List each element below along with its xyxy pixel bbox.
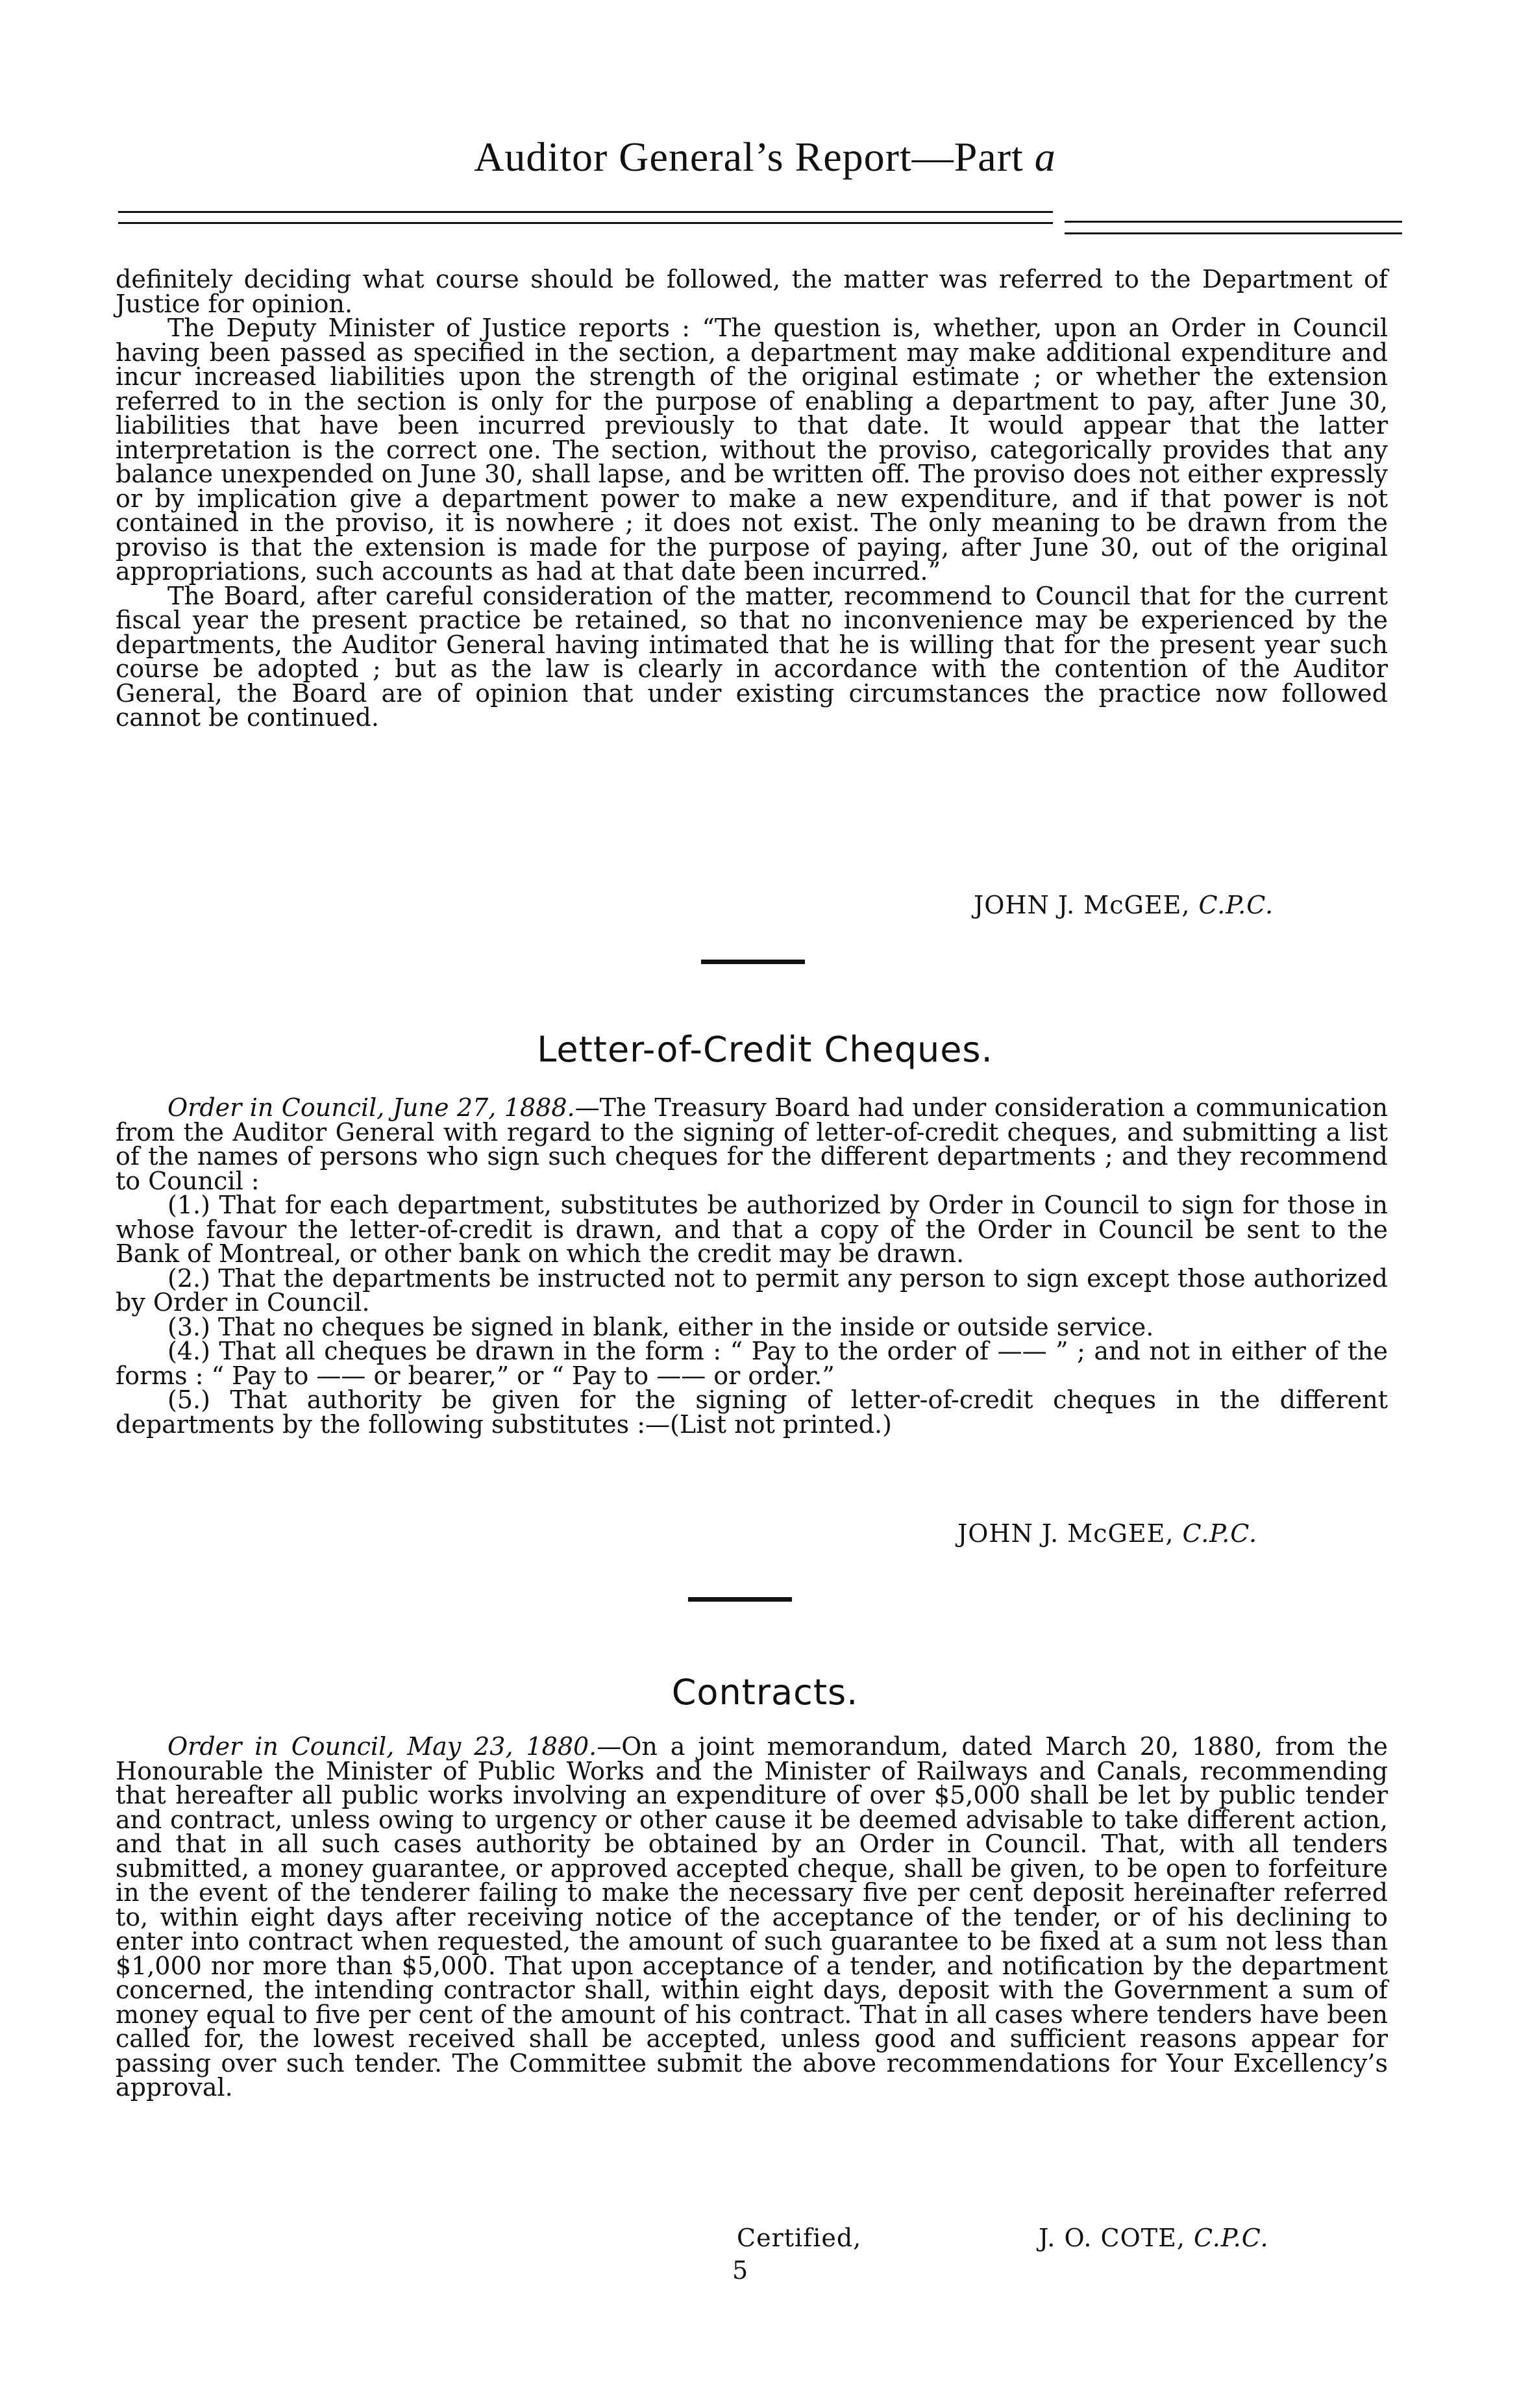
list-item: (4.) That all cheques be drawn in the form : “ Pay to the order of —— ” ; and not in either of the forms : “ Pay to —— or bearer,” or “ Pay to —— or order.” (116, 1337, 1388, 1390)
paragraph: The Board, after careful consideration of the matter, recommend to Council that for the current fiscal year the present practice be retained, so that no inconvenience may be experienced by the departments, the Auditor General having intimated that he is willing that for the present year such course be adopted ; but as the law is clearly in accordance with the contention of the Auditor General, the Board are of opinion that under existing circumstances the practice now followed cannot be continued. (116, 581, 1388, 732)
header-rule-right-top (1065, 221, 1402, 223)
header-title: Auditor General’s Report—Part (474, 134, 1024, 180)
header-part: a (1034, 134, 1056, 180)
signature-name: J. O. COTE, (1039, 2224, 1185, 2252)
letter-of-credit-section (116, 1093, 1388, 1439)
paragraph: —On a joint memorandum, dated March 20, 1880, from the Honourable the Minister of Public Works and the Minister of Railways and Canals, recommending that hereafter all public works involving an expenditure of over $5,000 shall be let by public tender and contract, unless owing to urgency or other cause it be deemed advisable to take different action, and that in all such cases authority be obtained by an Order in Council. That, with all tenders submitted, a money guarantee, or approved accepted cheque, shall be given, to be open to forfeiture in the event of the tenderer failing to make the necessary five per cent deposit hereinafter referred to, within eight days after receiving notice of the acceptance of the tender, or of his declining to enter into contract when requested, the amount of such guarantee to be fixed at a sum not less than $1,000 nor more than $5,000. That upon acceptance of a tender, and notification by the department concerned, the intending contractor shall, within eight days, deposit with the Government a sum of money equal to five per cent of the amount of his contract. That in all cases where tenders have been called for, the lowest received shall be accepted, unless good and sufficient reasons appear for passing over such tender. The Committee submit the above recommendations for Your Excellency’s approval. (116, 1732, 1388, 2102)
paragraph: The Deputy Minister of Justice reports : “The question is, whether, upon an Order in Council having been passed as specified in the section, a department may make additional expenditure and incur increased liabilities upon the strength of the original estimate ; or whether the extension referred to in the section is only for the purpose of enabling a department to pay, after June 30, liabilities that have been incurred previously to that date. It would appear that the latter interpretation is the correct one. The section, without the proviso, categorically provides that any balance unexpended on June 30, shall lapse, and be written off. The proviso does not either expressly or by implication give a department power to make a new expenditure, and if that power is not contained in the proviso, it is nowhere ; it does not exist. The only meaning to be drawn from the proviso is that the extension is made for the purpose of paying, after June 30, out of the original appropriations, such accounts as had at that date been incurred.” (116, 314, 1388, 586)
section-separator (688, 1597, 792, 1602)
section-heading: Letter-of-Credit Cheques. (537, 1029, 993, 1070)
signature-title: C.P.C. (1194, 2224, 1269, 2252)
signature (974, 891, 1274, 919)
signature (1039, 2224, 1269, 2252)
header-rule-left-top (118, 211, 1053, 213)
paragraph: definitely deciding what course should be followed, the matter was referred to the Department of Justice for opinion. (116, 265, 1388, 318)
signature-title: C.P.C. (1198, 891, 1274, 919)
order-label: Order in Council, May 23, 1880. (167, 1732, 597, 1761)
signature-name: JOHN J. McGEE, (974, 891, 1191, 919)
page-number: 5 (732, 2256, 748, 2285)
signature (957, 1519, 1257, 1548)
list-item: (2.) That the departments be instructed not to permit any person to sign except those authorized by Order in Council. (116, 1263, 1388, 1317)
signature-title: C.P.C. (1182, 1519, 1258, 1548)
order-label: Order in Council, June 27, 1888. (167, 1093, 575, 1122)
header-rule-right-bottom (1065, 232, 1402, 234)
list-item: (3.) That no cheques be signed in blank, either in the inside or outside service. (167, 1312, 1154, 1341)
paragraph: —The Treasury Board had under consideration a communication from the Auditor General with regard to the signing of letter-of-credit cheques, and submitting a list of the names of persons who sign such cheques for the different departments ; and they recommend to Council : (116, 1093, 1388, 1195)
list-item: (5.) That authority be given for the signing of letter-of-credit cheques in the different departments by the following substitutes :—(List not printed.) (116, 1385, 1388, 1439)
certified-label: Certified, (737, 2224, 862, 2252)
header-rule-left-bottom (118, 222, 1053, 224)
section-continuation (116, 267, 1388, 730)
running-header (0, 133, 1530, 181)
signature-name: JOHN J. McGEE, (957, 1519, 1174, 1548)
list-item: (1.) That for each department, substitutes be authorized by Order in Council to sign for those in whose favour the letter-of-credit is drawn, and that a copy of the Order in Council be sent to the Bank of Montreal, or other bank on which the credit may be drawn. (116, 1191, 1388, 1268)
section-heading: Contracts. (671, 1672, 859, 1713)
section-separator (701, 960, 805, 964)
contracts-section (116, 1732, 1388, 2102)
